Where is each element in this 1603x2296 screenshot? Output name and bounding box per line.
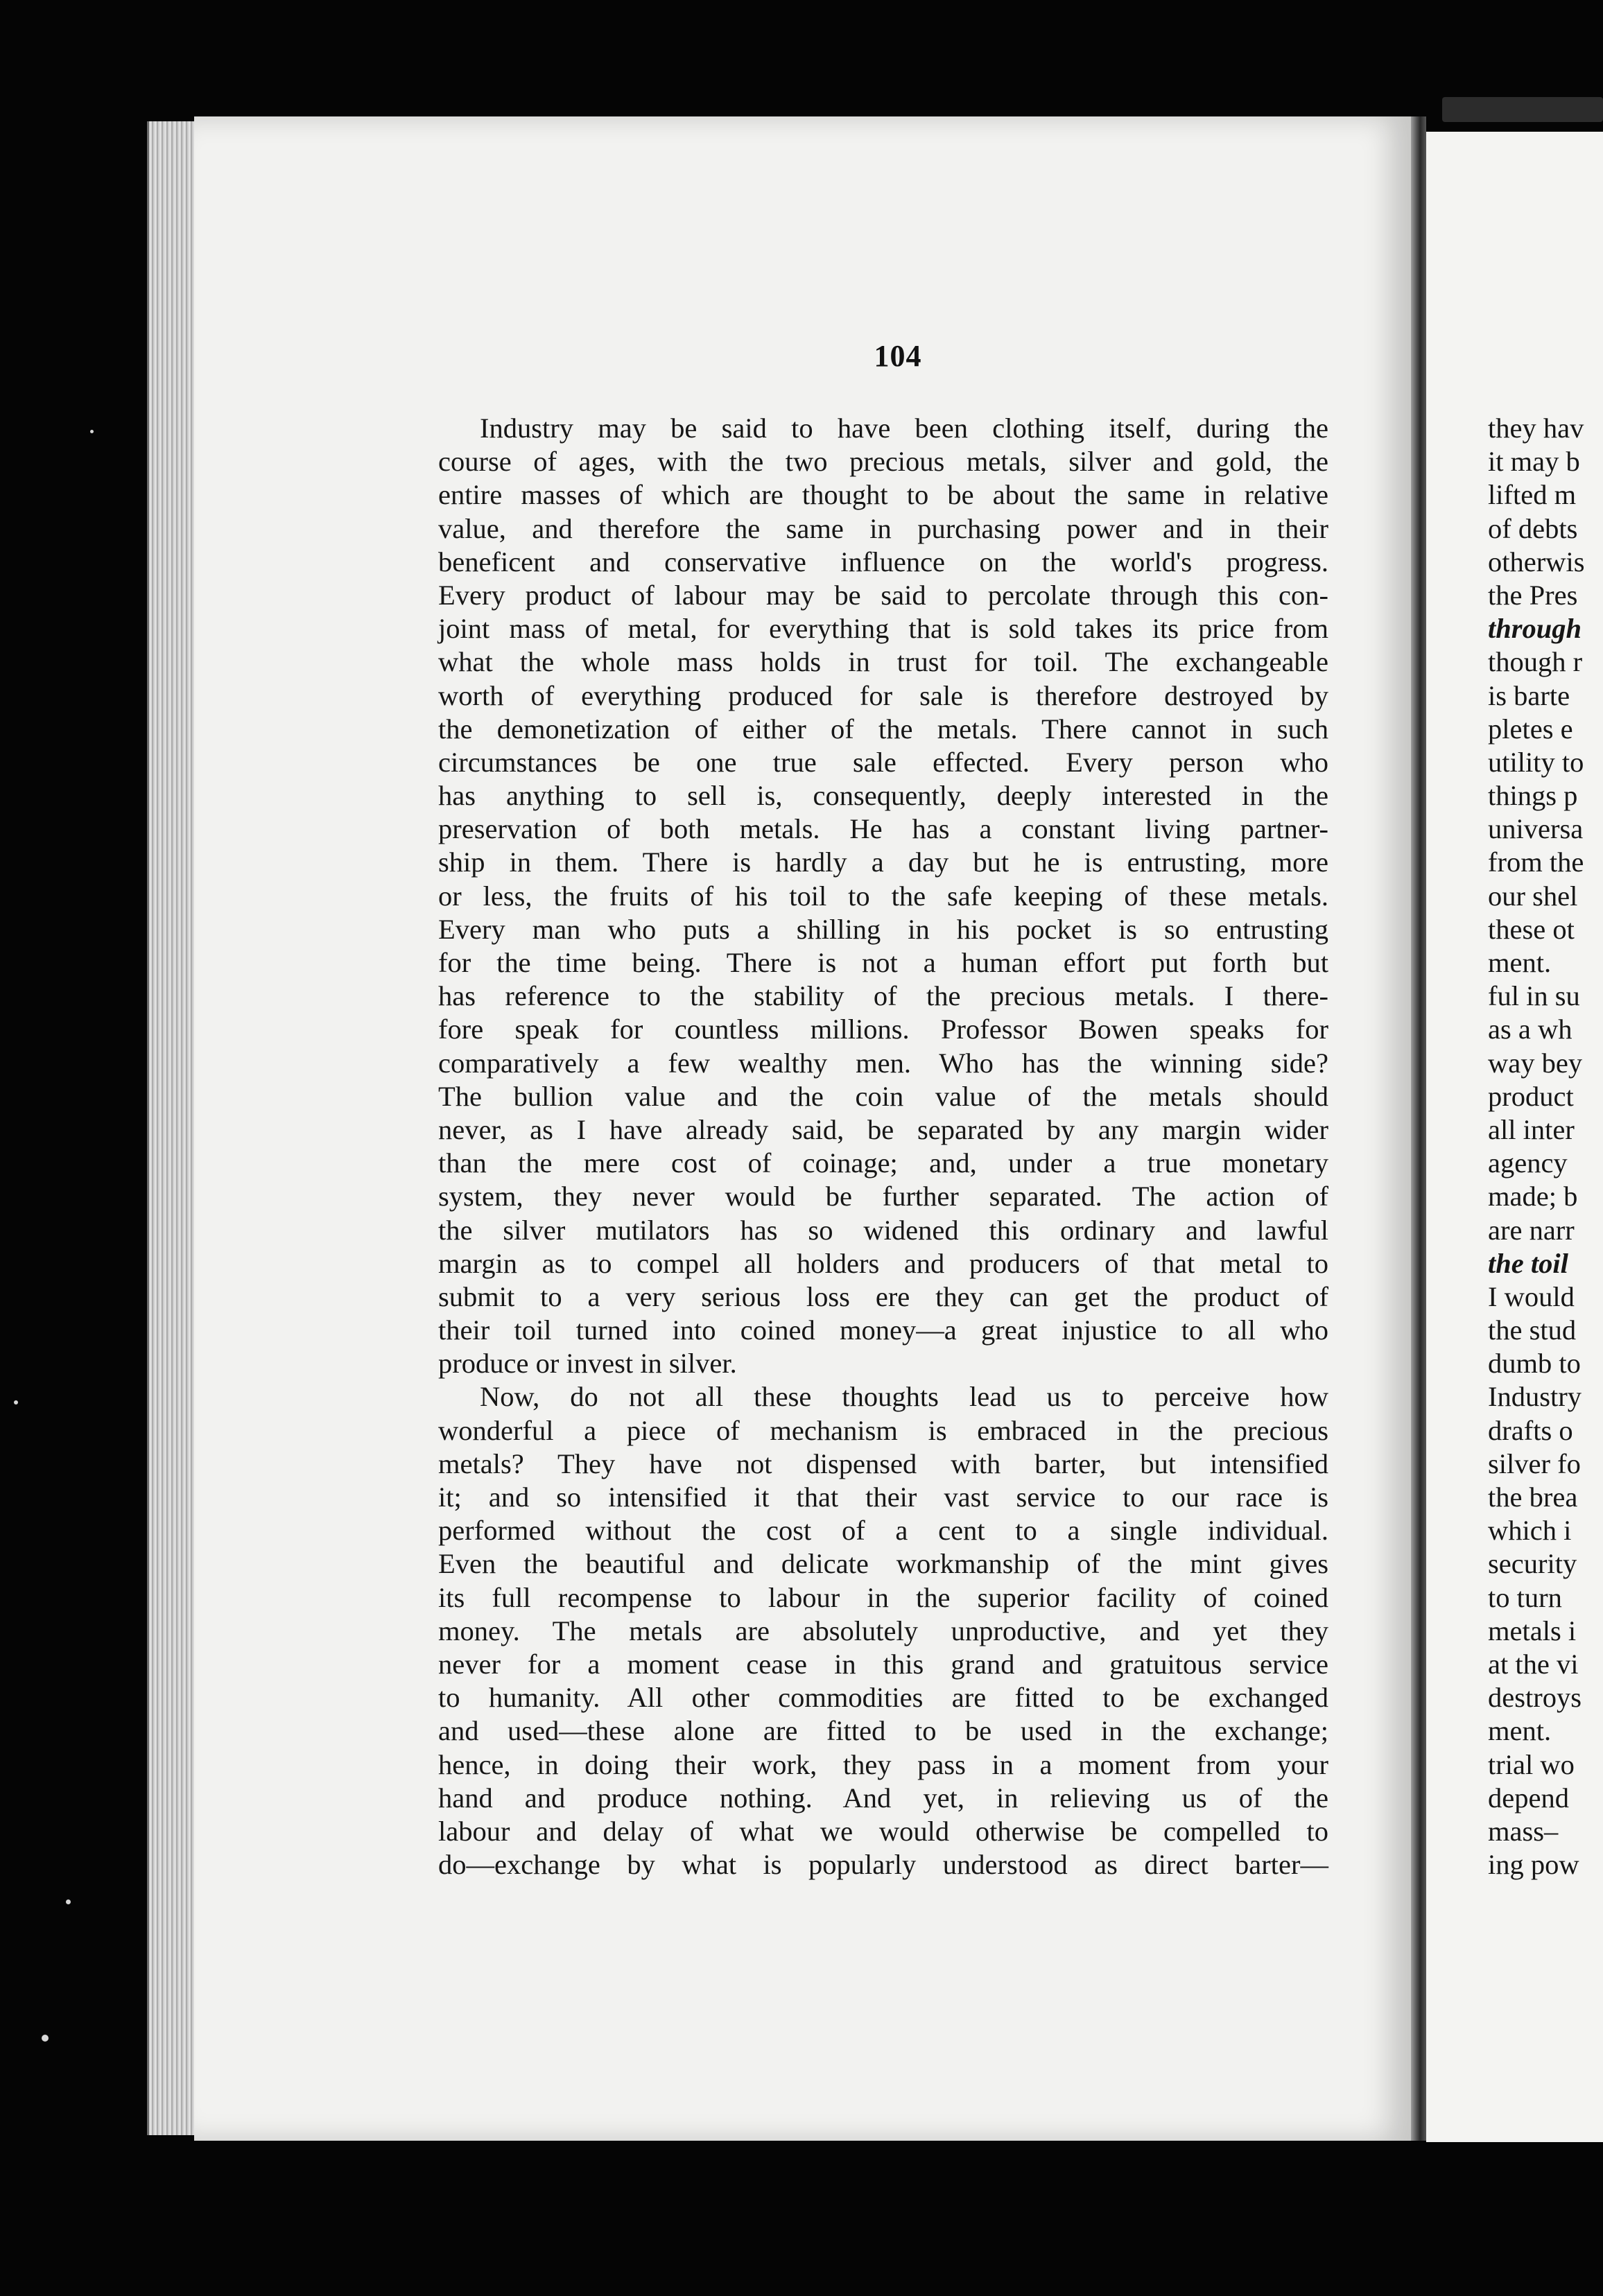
text-line: value, and therefore the same in purchasing power and in their (438, 512, 1328, 544)
text-line: the demonetization of either of the metals. There cannot in such (438, 713, 1328, 745)
text-line: at the vi (1488, 1648, 1579, 1680)
text-line: things p (1488, 780, 1578, 812)
text-line: trial wo (1488, 1748, 1575, 1780)
text-line: margin as to compel all holders and producers of that metal to (438, 1247, 1328, 1279)
scan-speck (42, 2035, 49, 2042)
text-line: labour and delay of what we would otherwise be compelled to (438, 1815, 1328, 1847)
text-line: The bullion value and the coin value of the metals should (438, 1080, 1328, 1112)
text-line: it; and so intensified it that their vast service to our race is (438, 1481, 1328, 1513)
text-line: which i (1488, 1515, 1572, 1547)
text-line: all inter (1488, 1113, 1575, 1145)
text-line: system, they never would be further separated. The action of (438, 1181, 1328, 1212)
text-line: agency (1488, 1147, 1568, 1179)
text-line: do—exchange by what is popularly understood as direct barter— (438, 1849, 1328, 1881)
text-line: mass– (1488, 1815, 1559, 1847)
text-line: course of ages, with the two precious metals, silver and gold, the (438, 446, 1328, 478)
text-line: beneficent and conservative influence on the world's progress. (438, 546, 1328, 577)
text-line: and used—these alone are fitted to be used in the exchange; (438, 1715, 1328, 1747)
text-line: metals i (1488, 1615, 1577, 1646)
text-line: has anything to sell is, consequently, deeply interested in the (438, 780, 1328, 812)
text-line: performed without the cost of a cent to a single individual. (438, 1515, 1328, 1547)
scanner-clip (1442, 97, 1603, 122)
text-line: Even the beautiful and delicate workmanship of the mint gives (438, 1548, 1328, 1580)
text-line: is barte (1488, 679, 1570, 711)
text-line: what the whole mass holds in trust for toil. The exchangeable (438, 646, 1328, 678)
text-line: Every man who puts a shilling in his pocket is so entrusting (438, 913, 1328, 945)
text-line: Every product of labour may be said to percolate through this con- (438, 579, 1328, 611)
text-line: they hav (1488, 412, 1584, 444)
page-number: 104 (874, 339, 922, 373)
page-edges-stack (147, 121, 198, 2135)
text-line: preservation of both metals. He has a constant living partner- (438, 813, 1328, 845)
text-line: destroys (1488, 1682, 1582, 1714)
text-line: are narr (1488, 1214, 1575, 1246)
text-line: hand and produce nothing. And yet, in relieving us of the (438, 1782, 1328, 1814)
text-line: joint mass of metal, for everything that is sold takes its price from (438, 613, 1328, 645)
scan-speck (14, 1400, 18, 1404)
text-line: the brea (1488, 1481, 1578, 1513)
text-line: fore speak for countless millions. Professor Bowen speaks for (438, 1014, 1328, 1045)
left-page-text (438, 412, 1328, 1881)
text-line: metals? They have not dispensed with barter, but intensified (438, 1447, 1328, 1479)
text-line: silver fo (1488, 1447, 1581, 1479)
text-line: ment. (1488, 947, 1552, 978)
text-line: or less, the fruits of his toil to the safe keeping of these metals. (438, 880, 1328, 912)
text-line: security (1488, 1548, 1577, 1580)
text-line: Industry (1488, 1381, 1582, 1413)
text-line: dumb to (1488, 1348, 1581, 1380)
text-line: universa (1488, 813, 1584, 845)
text-line: ship in them. There is hardly a day but he is entrusting, more (438, 846, 1328, 878)
text-line: its full recompense to labour in the superior facility of coined (438, 1581, 1328, 1613)
text-line: through (1488, 613, 1582, 645)
text-line: way bey (1488, 1047, 1583, 1079)
text-line: wonderful a piece of mechanism is embraced in the precious (438, 1414, 1328, 1446)
text-line: submit to a very serious loss ere they can get the product of (438, 1280, 1328, 1312)
right-page-text (1488, 412, 1603, 1881)
scan-speck (66, 1899, 71, 1904)
text-line: ing pow (1488, 1849, 1579, 1881)
text-line: I would (1488, 1280, 1575, 1312)
text-line: money. The metals are absolutely unproductive, and yet they (438, 1615, 1328, 1646)
text-line: our shel (1488, 880, 1578, 912)
text-line: Now, do not all these thoughts lead us to perceive how (480, 1381, 1328, 1413)
text-line: depend (1488, 1782, 1569, 1814)
text-line: ment. (1488, 1715, 1552, 1747)
scan-speck (90, 430, 94, 433)
text-line: as a wh (1488, 1014, 1572, 1045)
text-line: to turn (1488, 1581, 1562, 1613)
text-line: comparatively a few wealthy men. Who has the winning side? (438, 1047, 1328, 1079)
text-line: circumstances be one true sale effected. Every person who (438, 746, 1328, 778)
text-line: their toil turned into coined money—a great injustice to all who (438, 1314, 1328, 1346)
book-gutter (1411, 116, 1426, 2141)
text-line: never, as I have already said, be separated by any margin wider (438, 1113, 1328, 1145)
text-line: never for a moment cease in this grand and gratuitous service (438, 1648, 1328, 1680)
text-line: these ot (1488, 913, 1575, 945)
text-line: of debts (1488, 512, 1578, 544)
text-line: the toil (1488, 1247, 1568, 1279)
text-line: lifted m (1488, 479, 1577, 511)
text-line: made; b (1488, 1181, 1578, 1212)
text-line: produce or invest in silver. (438, 1348, 737, 1380)
text-line: though r (1488, 646, 1583, 678)
text-line: worth of everything produced for sale is therefore destroyed by (438, 679, 1328, 711)
text-line: the silver mutilators has so widened this ordinary and lawful (438, 1214, 1328, 1246)
text-line: hence, in doing their work, they pass in a moment from your (438, 1748, 1328, 1780)
text-line: Industry may be said to have been clothing itself, during the (480, 412, 1328, 444)
text-line: product (1488, 1080, 1574, 1112)
text-line: the Pres (1488, 579, 1578, 611)
text-line: entire masses of which are thought to be about the same in relative (438, 479, 1328, 511)
text-line: from the (1488, 846, 1584, 878)
text-line: drafts o (1488, 1414, 1573, 1446)
text-line: ful in su (1488, 980, 1580, 1012)
text-line: it may b (1488, 446, 1580, 478)
text-line: has reference to the stability of the precious metals. I there- (438, 980, 1328, 1012)
text-line: utility to (1488, 746, 1584, 778)
text-line: otherwis (1488, 546, 1585, 577)
text-line: for the time being. There is not a human effort put forth but (438, 947, 1328, 978)
text-line: pletes e (1488, 713, 1573, 745)
text-line: than the mere cost of coinage; and, under a true monetary (438, 1147, 1328, 1179)
text-line: the stud (1488, 1314, 1577, 1346)
text-line: to humanity. All other commodities are fitted to be exchanged (438, 1682, 1328, 1714)
